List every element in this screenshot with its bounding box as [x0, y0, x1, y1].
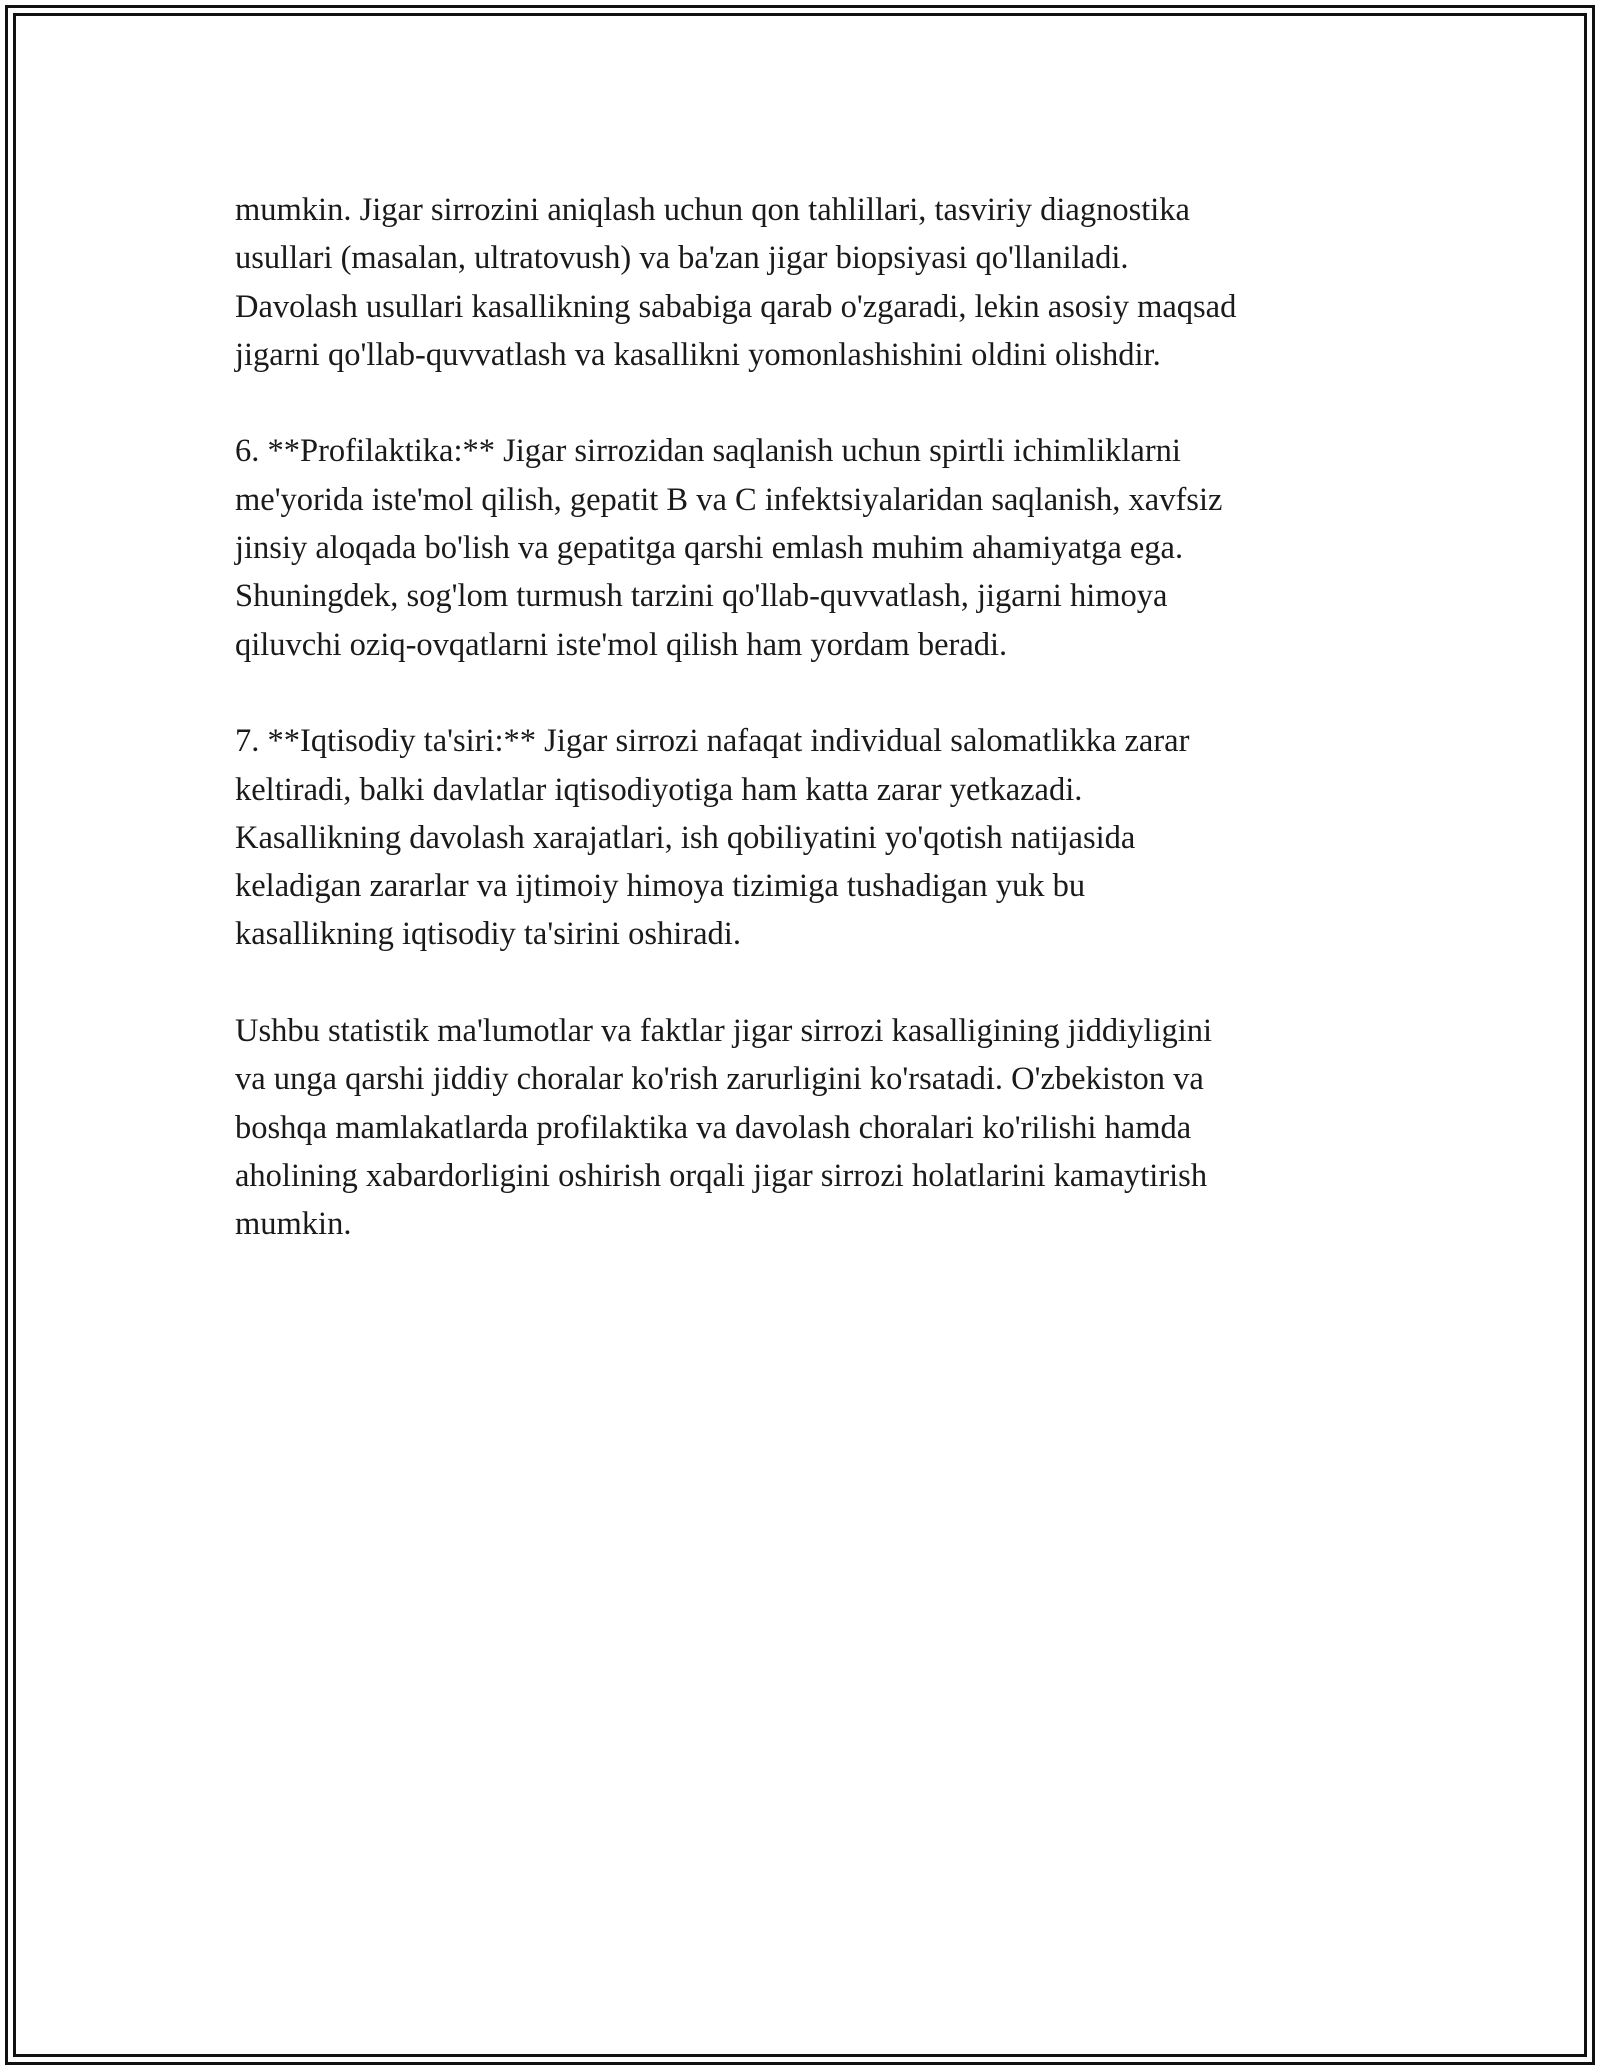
- text-line: 6. **Profilaktika:** Jigar sirrozidan saqlanish uchun spirtli ichimliklarni: [235, 433, 1181, 470]
- text-line: mumkin.: [235, 1206, 352, 1243]
- text-line: Kasallikning davolash xarajatlari, ish qobiliyatini yo'qotish natijasida: [235, 819, 1136, 856]
- text-line: Ushbu statistik ma'lumotlar va faktlar jigar sirrozi kasalligining jiddiyligini: [235, 1013, 1213, 1050]
- paragraph-diagnosis: [235, 186, 1385, 379]
- text-line: qiluvchi oziq-ovqatlarni iste'mol qilish ham yordam beradi.: [235, 626, 1008, 663]
- paragraph-conclusion: [235, 1007, 1385, 1248]
- text-line: usullari (masalan, ultratovush) va ba'zan jigar biopsiyasi qo'llaniladi.: [235, 240, 1129, 277]
- text-line: aholining xabardorligini oshirish orqali jigar sirrozi holatlarini kamaytirish: [235, 1157, 1208, 1194]
- document-body: [235, 186, 1385, 1297]
- text-line: mumkin. Jigar sirrozini aniqlash uchun qon tahlillari, tasviriy diagnostika: [235, 192, 1190, 228]
- paragraph-prevention: [235, 427, 1385, 668]
- paragraph-economic-impact: [235, 717, 1385, 958]
- text-line: me'yorida iste'mol qilish, gepatit B va C infektsiyalaridan saqlanish, xavfsiz: [235, 481, 1223, 518]
- text-line: keladigan zararlar va ijtimoiy himoya tizimiga tushadigan yuk bu: [235, 868, 1086, 905]
- text-line: 7. **Iqtisodiy ta'siri:** Jigar sirrozi nafaqat individual salomatlikka zarar: [235, 723, 1190, 760]
- text-line: Davolash usullari kasallikning sababiga qarab o'zgaradi, lekin asosiy maqsad: [235, 288, 1237, 325]
- text-line: kasallikning iqtisodiy ta'sirini oshiradi.: [235, 916, 741, 953]
- text-line: jinsiy aloqada bo'lish va gepatitga qarshi emlash muhim ahamiyatga ega.: [235, 530, 1184, 567]
- text-line: jigarni qo'llab-quvvatlash va kasallikni yomonlashishini oldini olishdir.: [235, 336, 1161, 373]
- text-line: keltiradi, balki davlatlar iqtisodiyotiga ham katta zarar yetkazadi.: [235, 771, 1083, 808]
- text-line: Shuningdek, sog'lom turmush tarzini qo'llab-quvvatlash, jigarni himoya: [235, 578, 1168, 615]
- text-line: boshqa mamlakatlarda profilaktika va davolash choralari ko'rilishi hamda: [235, 1109, 1192, 1146]
- text-line: va unga qarshi jiddiy choralar ko'rish zarurligini ko'rsatadi. O'zbekiston va: [235, 1061, 1204, 1098]
